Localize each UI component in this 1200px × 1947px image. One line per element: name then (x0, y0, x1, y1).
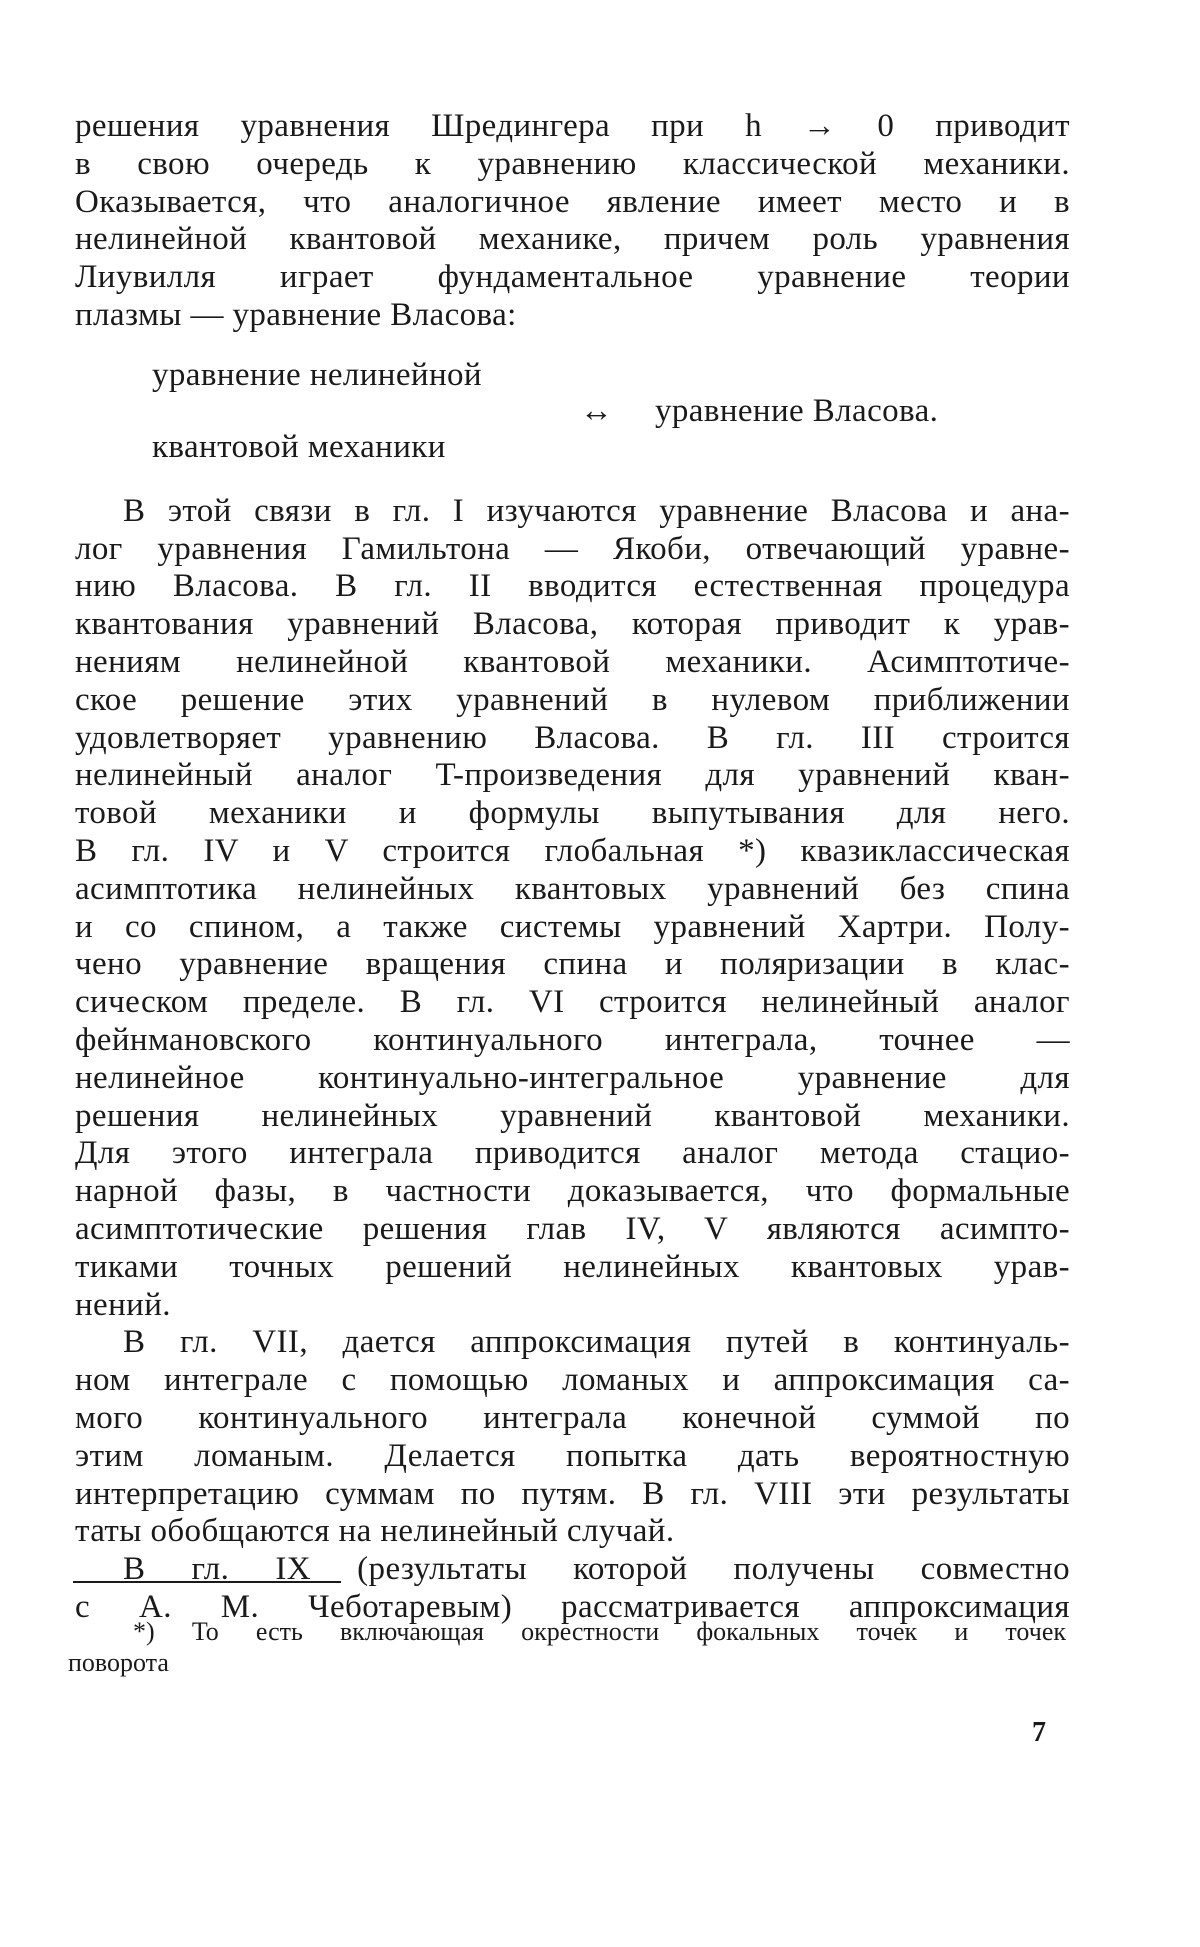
paragraph-chapter-7 (75, 1324, 1070, 1551)
text-line: асимптотика нелинейных квантовых уравнений без спина (75, 870, 1070, 907)
text-line: нелинейный аналог T-произведения для уравнений кван- (75, 757, 1070, 794)
text-line: плазмы — уравнение Власова: (75, 296, 517, 333)
text-line: нарной фазы, в частности доказывается, что формальные (75, 1173, 1070, 1210)
text-line: В гл. IV и V строится глобальная *) квазиклассическая (75, 832, 1070, 869)
text-line: нелинейной квантовой механике, причем роль уравнения (75, 221, 1070, 258)
text-line: товой механики и формулы выпутывания для него. (75, 795, 1070, 832)
text-line: ном интеграле с помощью ломаных и аппроксимация са- (75, 1362, 1070, 1399)
text-line: тиками точных решений нелинейных квантовых урав- (75, 1248, 1070, 1285)
equation-left-line-1: уравнение нелинейной (152, 356, 482, 393)
text-line: нений. (75, 1286, 171, 1323)
text-line: асимптотические решения глав IV, V являются асимпто- (75, 1210, 1070, 1247)
text-line: нелинейное континуально-интегральное уравнение для (75, 1059, 1070, 1096)
text-line: квантования уравнений Власова, которая приводит к урав- (75, 606, 1070, 643)
text-line: удовлетворяет уравнению Власова. В гл. III строится (75, 719, 1070, 756)
equivalence-arrow: ↔ (580, 392, 614, 429)
text-line: мого континуального интеграла конечной суммой по (75, 1399, 1070, 1436)
equation-right: уравнение Власова. (655, 392, 939, 429)
text-line: фейнмановского континуального интеграла, точнее — (75, 1021, 1070, 1058)
footnote-line: поворота (68, 1648, 169, 1677)
footnote (68, 1616, 1066, 1678)
page-number: 7 (1032, 1717, 1046, 1748)
text-line: решения уравнения Шредингера при h → 0 приводит (75, 108, 1070, 144)
text-line: В гл. IX (результаты которой получены совместно (123, 1551, 1070, 1588)
text-line: в свою очередь к уравнению классической механики. (75, 145, 1070, 182)
text-line: решения нелинейных уравнений квантовой механики. (75, 1097, 1070, 1134)
equation-left-line-2: квантовой механики (152, 428, 446, 465)
correspondence-equation (75, 357, 1070, 475)
footnote-line: *) То есть включающая окрестности фокальных точек и точек (133, 1617, 1066, 1646)
page-body (75, 108, 1070, 1627)
paragraph-chapters (75, 493, 1070, 1325)
text-line: Оказывается, что аналогичное явление имеет место и в (75, 183, 1070, 220)
text-line: Лиувилля играет фундаментальное уравнение теории (75, 259, 1070, 296)
text-line: В этой связи в гл. I изучаются уравнение Власова и ана- (123, 492, 1070, 529)
text-line: с А. М. Чеботаревым) рассматривается аппроксимация (75, 1588, 1070, 1625)
text-line: Для этого интеграла приводится аналог метода стацио- (75, 1135, 1070, 1172)
paragraph-intro (75, 108, 1070, 335)
text-line: интерпретацию суммам по путям. В гл. VIII эти результаты (75, 1475, 1070, 1512)
text-line: сическом пределе. В гл. VI строится нелинейный аналог (75, 984, 1070, 1021)
text-line: таты обобщаются на нелинейный случай. (75, 1513, 675, 1550)
text-line: лог уравнения Гамильтона — Якоби, отвечающий уравне- (75, 530, 1070, 567)
text-line: ское решение этих уравнений в нулевом приближении (75, 681, 1070, 718)
footnote-rule (73, 1581, 341, 1583)
text-line: нениям нелинейной квантовой механики. Асимптотиче- (75, 643, 1070, 680)
text-line: и со спином, а также системы уравнений Хартри. Полу- (75, 908, 1070, 945)
text-line: нию Власова. В гл. II вводится естественная процедура (75, 568, 1070, 605)
text-line: этим ломаным. Делается попытка дать вероятностную (75, 1437, 1070, 1474)
text-line: В гл. VII, дается аппроксимация путей в континуаль- (123, 1324, 1070, 1361)
text-line: чено уравнение вращения спина и поляризации в клас- (75, 946, 1070, 983)
